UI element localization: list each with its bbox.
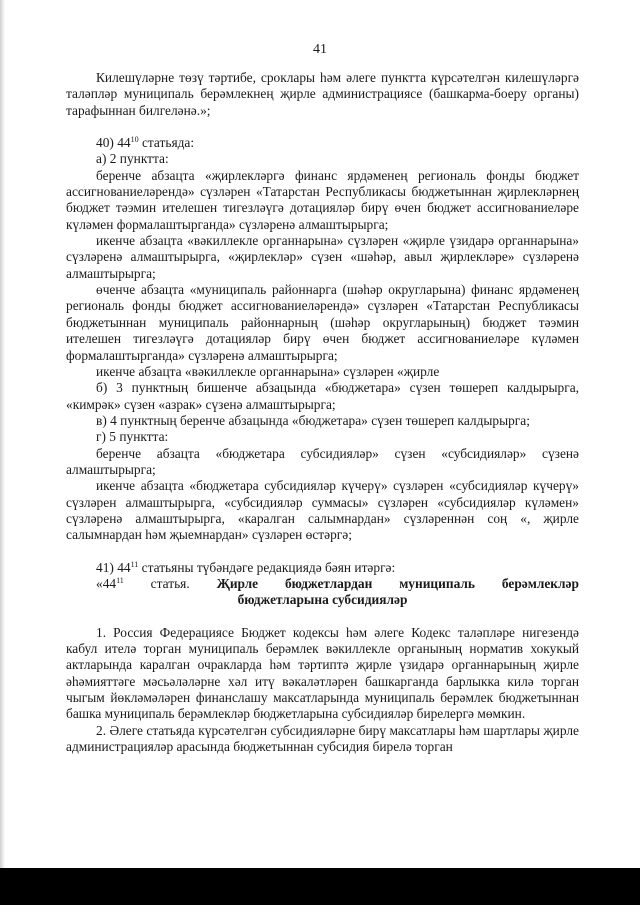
paragraph: в) 4 пунктның беренче абзацында «бюджетара» сүзен төшереп калдырырга; — [96, 412, 530, 428]
scan-bottom-edge — [0, 868, 640, 905]
article-title-line2: бюджетларына субсидияләр — [237, 592, 408, 608]
paragraph: г) 5 пунктта: — [96, 429, 169, 445]
paragraph: икенче абзацта «вәкиллекле органнарына» сүзләрен «җирле — [96, 363, 440, 379]
paragraph: а) 2 пунктта: — [96, 151, 169, 167]
paragraph: өченче абзацта «муниципаль районнарга (шәһәр округларына) финанс ярдәменең региональ фонды бюджет ассигнованиеләрендә» сүзләрен «Татарстан Республикасы бюджетыннан муниципаль районнарның (шәһәр округларының) бюджет тәэмин ителешен тигезләүгә дотацияләр бирү өчен бюджет ассигнованиеләре күләмен формалаштырганда» сүзләренә алмаштырырга; — [66, 282, 579, 363]
article-title-word: муниципаль — [399, 575, 475, 591]
paragraph: икенче абзацта «бюджетара субсидияләр күчерү» сүзләрен «субсидияләр күчерү» сүзләрен алмаштырырга, «субсидияләр суммасы» сүзләрен «субсидияләр күләмен» сүзләренә алмаштырырга, «каралган салымнардан» сүзләреннән соң «, җирле салымнардан һәм җыемнардан» сүзләрен өстәргә; — [66, 478, 579, 543]
paragraph: 2. Әлеге статьяда күрсәтелгән субсидияләрне бирү максатлары һәм шартлары җирле администрацияләр арасында бюджетыннан субсидия бирелә торган — [66, 722, 579, 755]
article-number: «$44^{11}$ — [96, 575, 124, 591]
paragraph: б) 3 пунктның бишенче абзацында «бюджетара» сүзен төшереп калдырырга, «кимрәк» сүзен «азрак» сүзенә алмаштырырга; — [66, 380, 579, 412]
paragraph: Килешүләрне төзү тәртибе, сроклары һәм әлеге пунктта күрсәтелгән килешүләргә таләпләр муниципаль берәмлекнең җирле администрациясе (башкарма-боеру органы) тарафыннан билгеләнә.»; — [66, 70, 579, 118]
article-word: статья. — [150, 575, 190, 591]
paragraph: икенче абзацта «вәкиллекле органнарына» сүзләрен «җирле үзидарә органнарына» сүзләренә алмаштырырга, «җирлекләр» сүзен «шәһәр, авыл җирлекләре» сүзләренә алмаштырырга; — [66, 233, 579, 281]
item-41-heading: 41) $44^{11}$ статьяны түбәндәге редакциядә бәян итәргә: — [96, 559, 396, 575]
page-number: 41 — [313, 42, 327, 57]
paragraph: беренче абзацта «җирлекләргә финанс ярдәменең региональ фонды бюджет ассигнованиеләрендә» сүзләрен «Татарстан Республикасы бюджетыннан җирлекләрнең бюджет тәэмин ителешен тигезләүгә дотацияләр бирү өчен бюджет ассигнованиеләре күләмен формалаштырганда» сүзләренә алмаштырырга; — [66, 167, 579, 232]
article-title-word: Җирле — [216, 575, 259, 591]
item-40-heading: 40) $44^{10}$ статьяда: — [96, 135, 195, 151]
article-heading — [66, 576, 579, 592]
paragraph: беренче абзацта «бюджетара субсидияләр» сүзен «субсидияләр» сүзенә алмаштырырга; — [66, 445, 579, 477]
spacer — [66, 544, 579, 560]
spacer — [66, 609, 579, 625]
article-title-word: бюджетлардан — [284, 575, 373, 591]
article-title-word: берәмлекләр — [501, 575, 579, 591]
document-body — [66, 70, 579, 755]
spacer — [66, 119, 579, 135]
paragraph: 1. Россия Федерациясе Бюджет кодексы һәм әлеге Кодекс таләпләре нигезендә кабул ителә торган муниципаль берәмлек вәкиллекле органының норматив хокукый актларында каралган очракларда һәм тәртиптә җирле үзидарә органнарының җирле әһәмияттәге мәсьәләләрне хәл итү вәкаләтләрен башкарганда барлыкка килә торган чыгым йөкләмәләрен финанслашу максатларында муниципаль берәмлек бюджетыннан башка муниципаль берәмлекләр бюджетларына субсидияләр бирелергә мөмкин. — [66, 624, 579, 722]
scan-left-edge — [0, 0, 5, 868]
